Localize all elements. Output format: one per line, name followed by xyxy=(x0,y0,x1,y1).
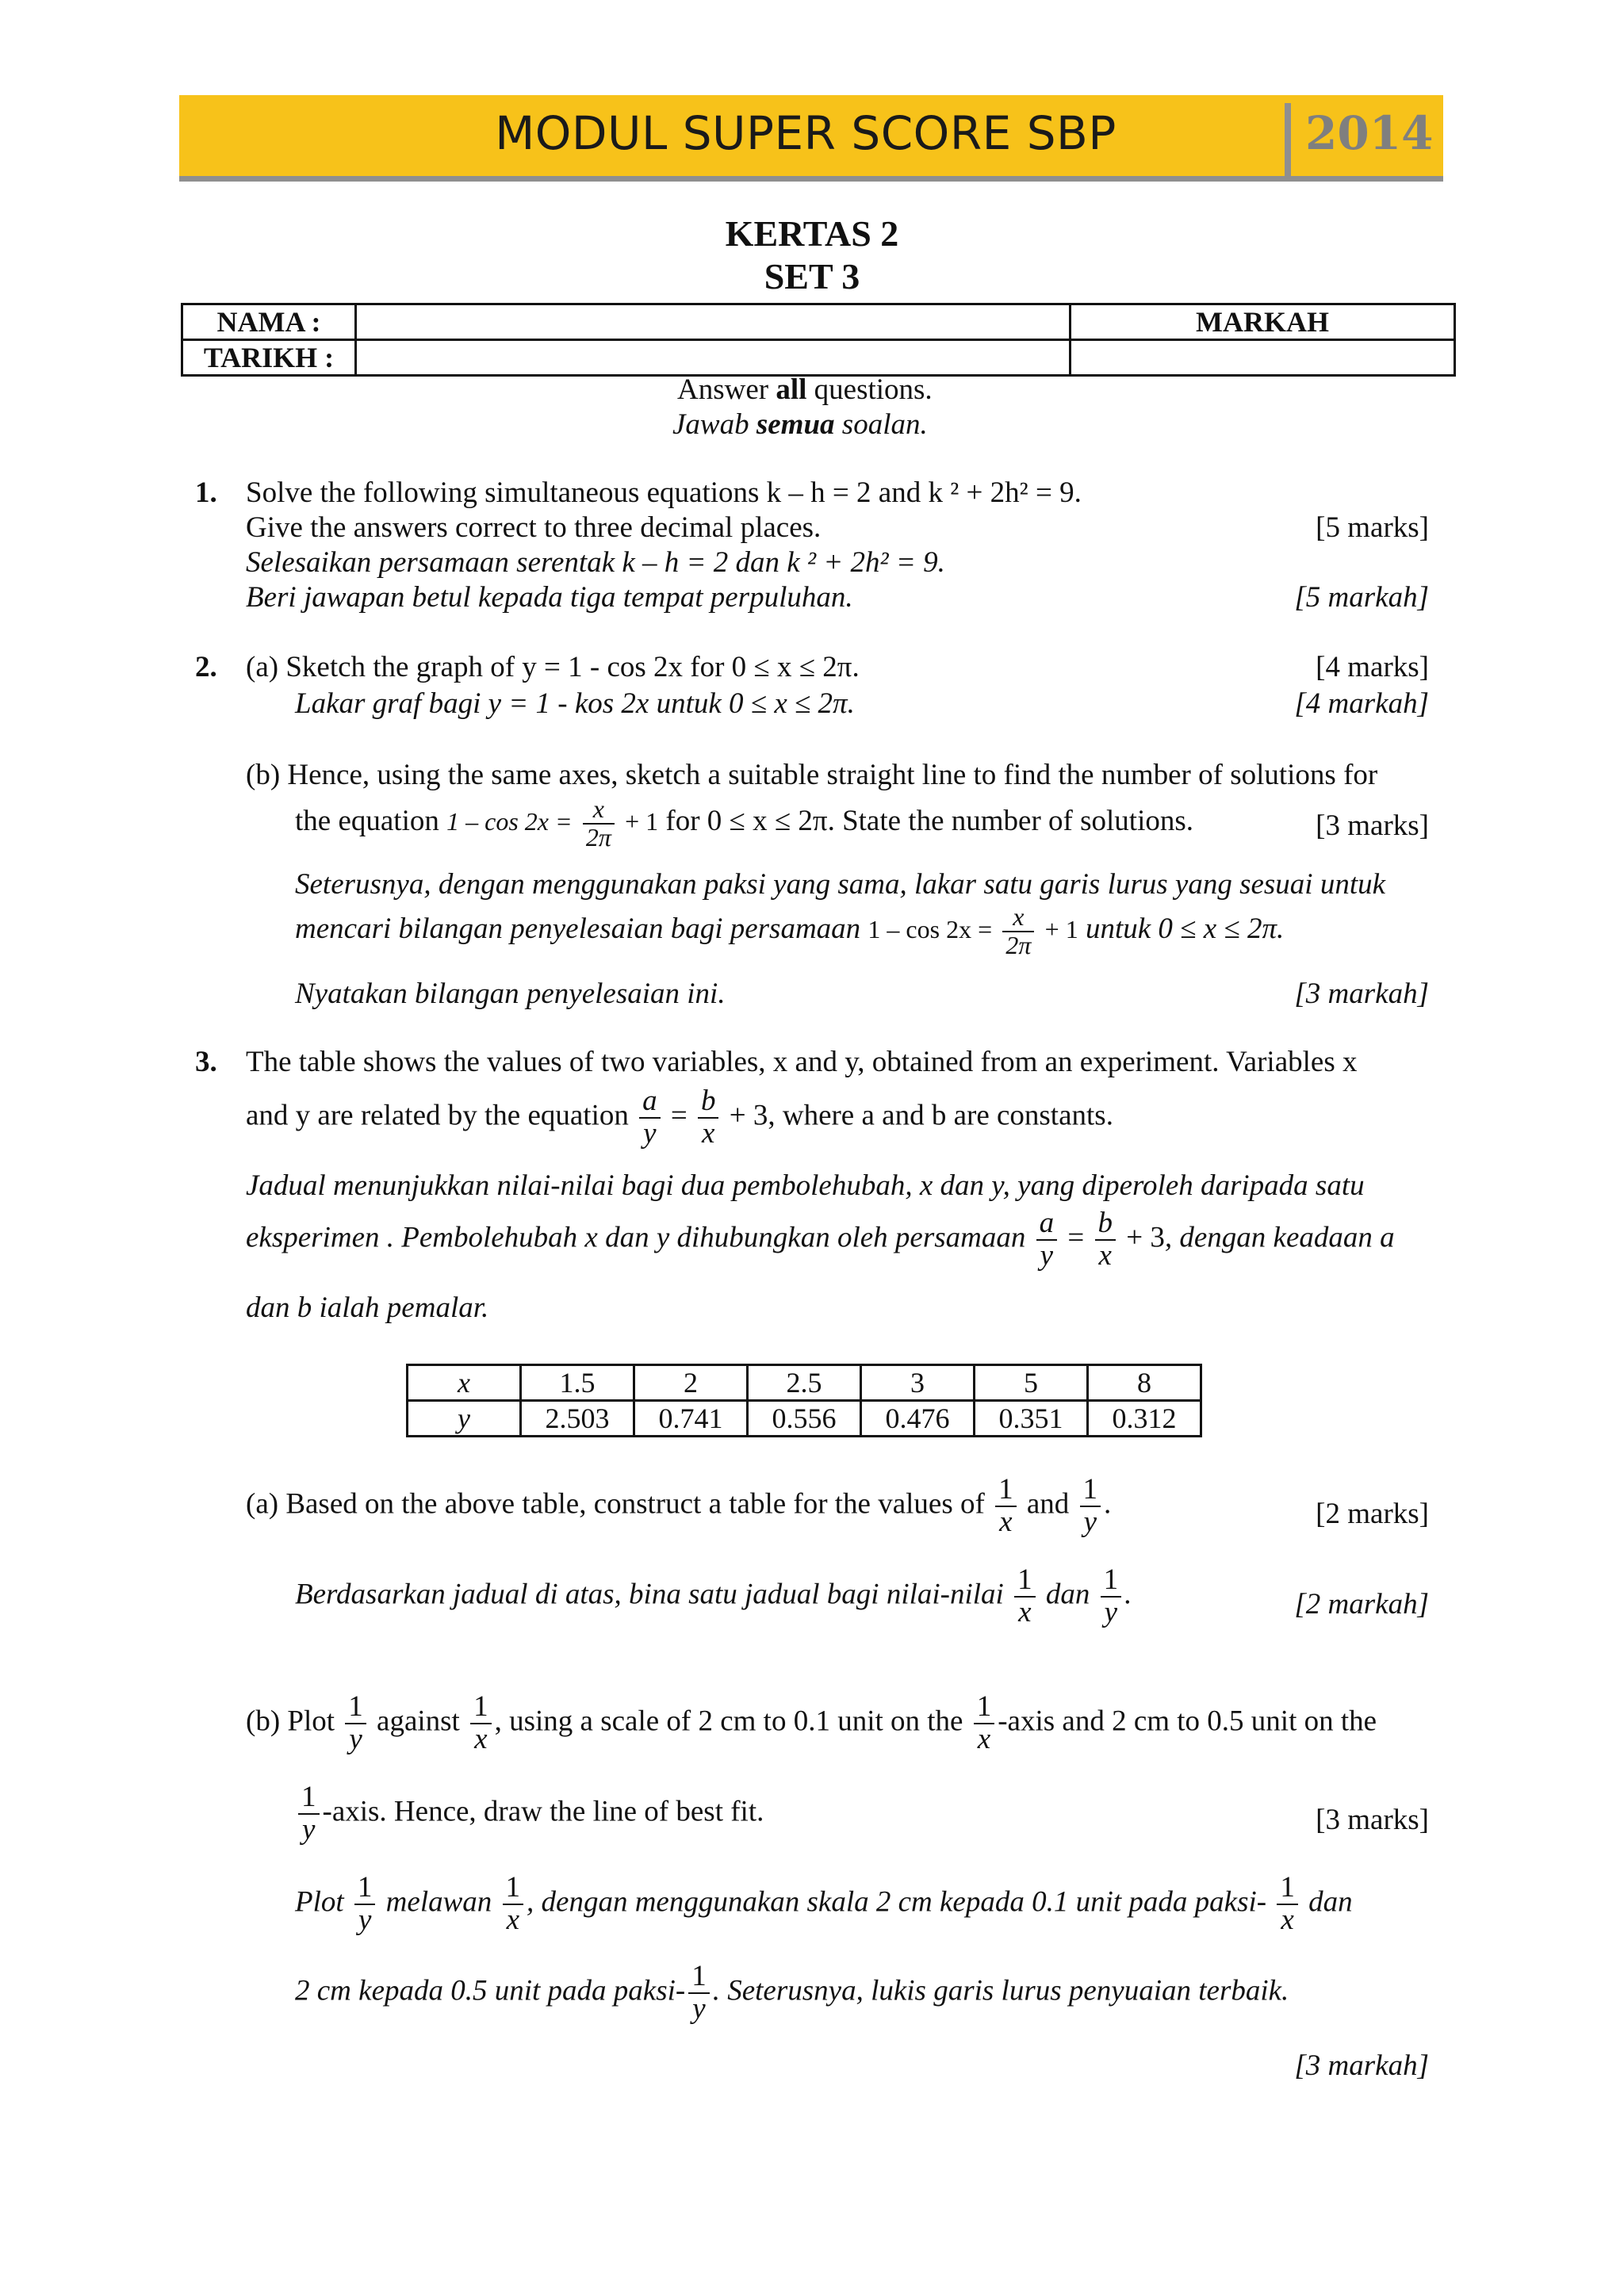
table-cell: 0.312 xyxy=(1088,1401,1201,1437)
table-cell: 1.5 xyxy=(521,1365,634,1401)
table-cell: 2.5 xyxy=(748,1365,861,1401)
q3a-ms: Berdasarkan jadual di atas, bina satu jadual bagi nilai-nilai $\frac{1}{x}$ dan $\frac{1}{y}$ . xyxy=(295,1563,1132,1628)
table-cell: 2 xyxy=(634,1365,748,1401)
xy-data-table xyxy=(406,1364,1202,1437)
question-2-number: 2. xyxy=(195,651,217,683)
table-cell: 3 xyxy=(861,1365,975,1401)
header-banner xyxy=(179,95,1443,182)
table-cell: 0.476 xyxy=(861,1401,975,1437)
q1-line-4: Beri jawapan betul kepada tiga tempat perpuluhan. xyxy=(246,581,853,614)
table-cell: 0.556 xyxy=(748,1401,861,1437)
q3a-en: (a) Based on the above table, construct a table for the values of $\frac{1}{x}$ and $\frac{1}{y}$ . xyxy=(246,1473,1112,1538)
table-cell: 2.503 xyxy=(521,1401,634,1437)
table-row-x xyxy=(408,1365,1201,1401)
instruction-en: Answer all questions. xyxy=(677,373,933,406)
q3-en-line-2: and y are related by the equation $\frac{a}{y}$ = $\frac{b}{x}$ + 3, where a and b are constants. xyxy=(246,1085,1113,1150)
q1-line-2: Give the answers correct to three decimal places. xyxy=(246,511,822,544)
student-info-table xyxy=(181,303,1456,377)
q1-line-3: Selesaikan persamaan serentak k – h = 2 dan k ² + 2h² = 9. xyxy=(246,546,945,579)
q1-line-1: Solve the following simultaneous equations k – h = 2 and k ² + 2h² = 9. xyxy=(246,476,1082,509)
q2a-en: (a) Sketch the graph of y = 1 - cos 2x for 0 ≤ x ≤ 2π. xyxy=(246,651,860,683)
paper-title: KERTAS 2 xyxy=(725,213,899,254)
name-label: NAMA : xyxy=(182,304,356,340)
q3a-marks-ms: [2 markah] xyxy=(1294,1588,1429,1621)
q2b-ms-line-3: Nyatakan bilangan penyelesaian ini. xyxy=(295,978,726,1010)
question-3-number: 3. xyxy=(195,1046,217,1078)
q3b-marks-en: [3 marks] xyxy=(1316,1804,1429,1836)
name-field[interactable] xyxy=(356,304,1071,340)
module-title: MODUL SUPER SCORE SBP xyxy=(495,106,1116,160)
header-year: 2014 xyxy=(1305,106,1434,160)
q2a-ms: Lakar graf bagi y = 1 - kos 2x untuk 0 ≤ x ≤ 2π. xyxy=(295,687,855,720)
q3b-en-line-1: (b) Plot $\frac{1}{y}$ against $\frac{1}{x}$ , using a scale of 2 cm to 0.1 unit on the $\frac{1}{x}$ -axis and 2 cm to 0.5 unit on the xyxy=(246,1690,1377,1755)
question-1-number: 1. xyxy=(195,476,217,509)
q2b-marks-ms: [3 markah] xyxy=(1294,978,1429,1010)
q2b-line-1: (b) Hence, using the same axes, sketch a suitable straight line to find the number of solutions for xyxy=(246,759,1378,791)
q3-ms-line-3: dan b ialah pemalar. xyxy=(246,1292,489,1324)
q1-marks-en: [5 marks] xyxy=(1316,511,1429,544)
instruction-ms: Jawab semua soalan. xyxy=(672,408,928,441)
marks-label: MARKAH xyxy=(1071,304,1455,340)
date-label: TARIKH : xyxy=(182,340,356,376)
q2b-marks-en: [3 marks] xyxy=(1316,809,1429,842)
q3-ms-line-2: eksperimen . Pembolehubah x dan y dihubungkan oleh persamaan $\frac{a}{y}$ = $\frac{b}{x}$ + 3, dengan keadaan a xyxy=(246,1207,1395,1272)
q2a-marks-ms: [4 markah] xyxy=(1294,687,1429,720)
table-cell: 0.351 xyxy=(975,1401,1088,1437)
q3b-marks-ms: [3 markah] xyxy=(1294,2049,1429,2082)
table-cell: 0.741 xyxy=(634,1401,748,1437)
q2b-ms-line-1: Seterusnya, dengan menggunakan paksi yang sama, lakar satu garis lurus yang sesuai untuk xyxy=(295,868,1386,901)
table-cell: 8 xyxy=(1088,1365,1201,1401)
set-title: SET 3 xyxy=(764,256,860,297)
table-header-y: y xyxy=(408,1401,521,1437)
q3b-ms-line-1: Plot $\frac{1}{y}$ melawan $\frac{1}{x}$ , dengan menggunakan skala 2 cm kepada 0.1 unit pada paksi- $\frac{1}{x}$ dan xyxy=(295,1871,1353,1936)
marks-field[interactable] xyxy=(1071,340,1455,376)
q2b-ms-line-2: mencari bilangan penyelesaian bagi persamaan 1 – cos 2x = $\frac{x}{2\pi}$ + 1 untuk 0 ≤ x ≤ 2π. xyxy=(295,902,1285,959)
table-header-x: x xyxy=(408,1365,521,1401)
q2a-marks-en: [4 marks] xyxy=(1316,651,1429,683)
q3b-en-line-2: $\frac{1}{y}$ -axis. Hence, draw the line of best fit. xyxy=(295,1782,764,1846)
header-divider xyxy=(1285,103,1291,176)
q3a-marks-en: [2 marks] xyxy=(1316,1498,1429,1530)
q1-marks-ms: [5 markah] xyxy=(1294,581,1429,614)
q3-ms-line-1: Jadual menunjukkan nilai-nilai bagi dua pembolehubah, x dan y, yang diperoleh daripada satu xyxy=(246,1169,1365,1202)
q3-en-line-1: The table shows the values of two variables, x and y, obtained from an experiment. Variables x xyxy=(246,1046,1358,1078)
q3b-ms-line-2: 2 cm kepada 0.5 unit pada paksi- $\frac{1}{y}$ . Seterusnya, lukis garis lurus penyuaian terbaik. xyxy=(295,1960,1289,2025)
table-row-y xyxy=(408,1401,1201,1437)
date-field[interactable] xyxy=(356,340,1071,376)
q2b-equation-line: the equation 1 – cos 2x = $\frac{x}{2\pi}$ + 1 for 0 ≤ x ≤ 2π. State the number of solutions. xyxy=(295,794,1193,851)
table-cell: 5 xyxy=(975,1365,1088,1401)
